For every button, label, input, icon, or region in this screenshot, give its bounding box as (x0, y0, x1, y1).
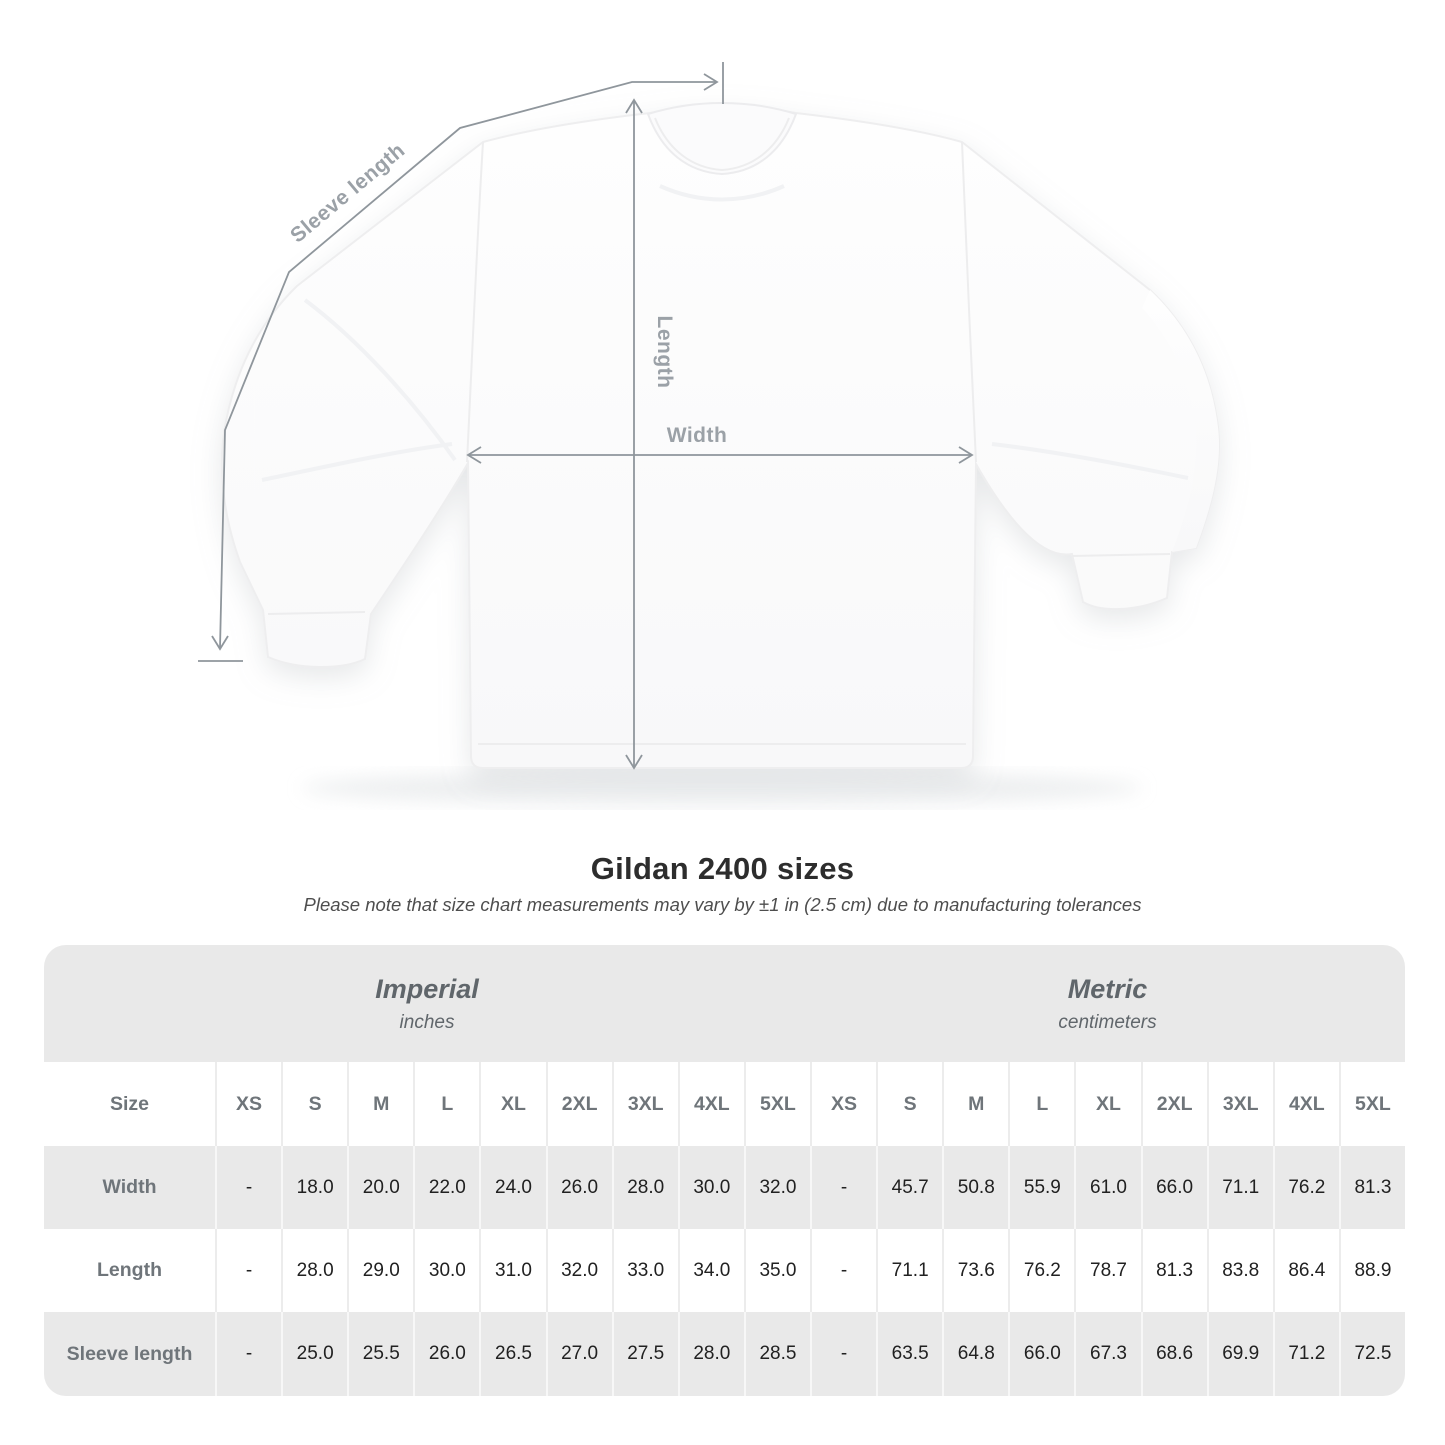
measurement-value-cell: - (810, 1146, 876, 1229)
measurement-value-cell: 30.0 (678, 1146, 744, 1229)
size-header-row (44, 1062, 1405, 1146)
size-col-header: 3XL (612, 1062, 678, 1146)
unit-group-band (44, 945, 1405, 1062)
measurement-value-cell: 73.6 (942, 1229, 1008, 1312)
measurement-value-cell: 61.0 (1074, 1146, 1140, 1229)
imperial-group-header (44, 945, 810, 1062)
measurement-value-cell: 67.3 (1074, 1312, 1140, 1396)
measurement-value-cell: 66.0 (1141, 1146, 1207, 1229)
measurement-value-cell: 22.0 (413, 1146, 479, 1229)
width-label: Width (666, 424, 728, 447)
measurement-value-cell: 71.2 (1273, 1312, 1339, 1396)
measurement-value-cell: 26.5 (479, 1312, 545, 1396)
shirt-ground-shadow (302, 770, 1142, 806)
measurement-value-cell: 28.5 (744, 1312, 810, 1396)
measurement-value-cell: - (215, 1146, 281, 1229)
measurement-value-cell: - (215, 1312, 281, 1396)
size-col-header: 4XL (678, 1062, 744, 1146)
size-col-header: 2XL (1141, 1062, 1207, 1146)
measurement-value-cell: 35.0 (744, 1229, 810, 1312)
row-label: Length (97, 1259, 162, 1281)
size-table (44, 945, 1405, 1396)
measurement-value-cell: 71.1 (1207, 1146, 1273, 1229)
measurement-value-cell: 63.5 (876, 1312, 942, 1396)
table-row-width (44, 1146, 1405, 1229)
measurement-value-cell: 76.2 (1273, 1146, 1339, 1229)
size-col-header: XL (479, 1062, 545, 1146)
measurement-value-cell: 18.0 (281, 1146, 347, 1229)
metric-group-label: Metric (1067, 973, 1148, 1004)
measurement-value-cell: 25.5 (347, 1312, 413, 1396)
size-col-header: M (942, 1062, 1008, 1146)
size-col-header: XS (810, 1062, 876, 1146)
measurement-value-cell: 76.2 (1008, 1229, 1074, 1312)
measurement-value-cell: 81.3 (1141, 1229, 1207, 1312)
imperial-group-unit: inches (399, 1011, 455, 1033)
measurement-value-cell: 24.0 (479, 1146, 545, 1229)
measurement-value-cell: 34.0 (678, 1229, 744, 1312)
size-col-header: S (281, 1062, 347, 1146)
table-row-length (44, 1229, 1405, 1312)
measurement-value-cell: 50.8 (942, 1146, 1008, 1229)
sleeve-length-label: Sleeve length (286, 138, 410, 248)
imperial-group-label: Imperial (375, 973, 479, 1004)
measurement-value-cell: 83.8 (1207, 1229, 1273, 1312)
measurement-value-cell: 71.1 (876, 1229, 942, 1312)
measurement-value-cell: 64.8 (942, 1312, 1008, 1396)
size-col-header: XS (215, 1062, 281, 1146)
measurement-value-cell: - (810, 1312, 876, 1396)
table-row-sleeve-length (44, 1312, 1405, 1396)
measurement-value-cell: 30.0 (413, 1229, 479, 1312)
size-corner-label: Size (109, 1092, 150, 1115)
measurement-value-cell: 20.0 (347, 1146, 413, 1229)
measurement-value-cell: 45.7 (876, 1146, 942, 1229)
measurement-value-cell: 26.0 (546, 1146, 612, 1229)
measurement-value-cell: - (215, 1229, 281, 1312)
size-col-header: L (413, 1062, 479, 1146)
size-col-header: L (1008, 1062, 1074, 1146)
measurement-value-cell: 28.0 (612, 1146, 678, 1229)
measurement-value-cell: 68.6 (1141, 1312, 1207, 1396)
measurement-value-cell: 32.0 (744, 1146, 810, 1229)
size-col-header: M (347, 1062, 413, 1146)
row-label: Width (102, 1176, 157, 1198)
measurement-value-cell: 26.0 (413, 1312, 479, 1396)
measurement-value-cell: 25.0 (281, 1312, 347, 1396)
page-title: Gildan 2400 sizes (590, 851, 855, 886)
measurement-value-cell: 27.5 (612, 1312, 678, 1396)
measurement-value-cell: 27.0 (546, 1312, 612, 1396)
size-col-header: 2XL (546, 1062, 612, 1146)
measurement-value-cell: 28.0 (678, 1312, 744, 1396)
measurement-value-cell: 88.9 (1339, 1229, 1405, 1312)
measurement-value-cell: 81.3 (1339, 1146, 1405, 1229)
measurement-value-cell: 28.0 (281, 1229, 347, 1312)
measurement-value-cell: - (810, 1229, 876, 1312)
size-col-header: 4XL (1273, 1062, 1339, 1146)
size-col-header: 5XL (1339, 1062, 1405, 1146)
measurement-value-cell: 32.0 (546, 1229, 612, 1312)
measurement-value-cell: 29.0 (347, 1229, 413, 1312)
size-col-header: S (876, 1062, 942, 1146)
measurement-value-cell: 33.0 (612, 1229, 678, 1312)
measurement-value-cell: 78.7 (1074, 1229, 1140, 1312)
metric-group-unit: centimeters (1058, 1011, 1157, 1033)
size-col-header: XL (1074, 1062, 1140, 1146)
measurement-value-cell: 69.9 (1207, 1312, 1273, 1396)
measurement-value-cell: 86.4 (1273, 1229, 1339, 1312)
measurement-value-cell: 31.0 (479, 1229, 545, 1312)
size-col-header: 5XL (744, 1062, 810, 1146)
metric-group-header (810, 945, 1405, 1062)
row-label: Sleeve length (66, 1342, 193, 1365)
page-subtitle: Please note that size chart measurements may vary by ±1 in (2.5 cm) due to manufacturing tolerances (303, 894, 1142, 915)
measurement-value-cell: 66.0 (1008, 1312, 1074, 1396)
measurement-value-cell: 72.5 (1339, 1312, 1405, 1396)
measurement-value-cell: 55.9 (1008, 1146, 1074, 1229)
size-col-header: 3XL (1207, 1062, 1273, 1146)
length-label: Length (653, 315, 676, 389)
